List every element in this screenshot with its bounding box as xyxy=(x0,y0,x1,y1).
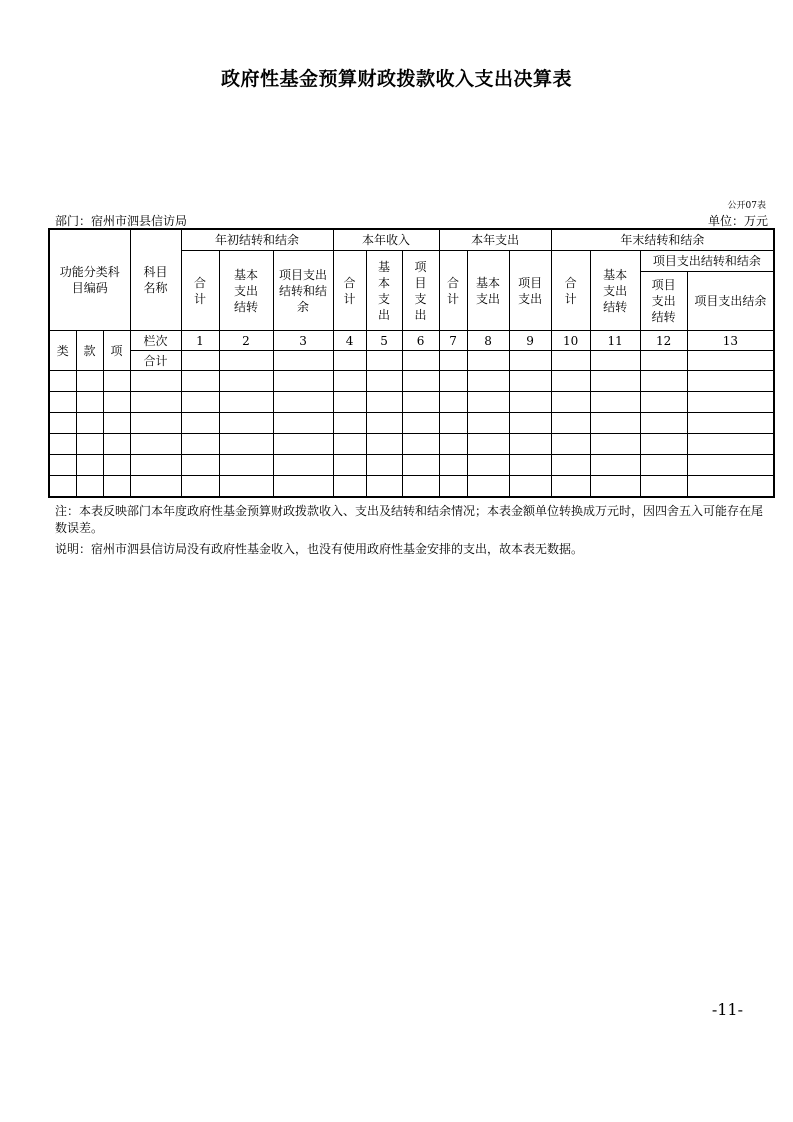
col-num: 1 xyxy=(181,331,219,351)
header-end-total: 合计 xyxy=(551,251,590,331)
table-row xyxy=(49,413,774,434)
header-end-project-surplus: 项目支出结余 xyxy=(687,272,774,331)
budget-table xyxy=(48,228,775,498)
header-group-expense: 本年支出 xyxy=(439,229,551,251)
header-kuan: 款 xyxy=(76,331,103,371)
header-subject-name: 科目名称 xyxy=(130,229,181,331)
page-title: 政府性基金预算财政拨款收入支出决算表 xyxy=(220,68,572,90)
header-group-end: 年末结转和结余 xyxy=(551,229,774,251)
header-begin-basic: 基本支出结转 xyxy=(219,251,273,331)
header-end-basic: 基本支出结转 xyxy=(590,251,640,331)
table-explanation: 说明：宿州市泗县信访局没有政府性基金收入，也没有使用政府性基金安排的支出，故本表无数据。 xyxy=(55,542,584,556)
header-end-project-carry: 项目支出结转 xyxy=(640,272,687,331)
form-code: 公开07表 xyxy=(727,201,766,211)
col-num: 10 xyxy=(551,331,590,351)
table-row xyxy=(49,476,774,498)
table-row-total xyxy=(49,351,774,371)
header-begin-project: 项目支出结转和结余 xyxy=(273,251,333,331)
page-number: -11- xyxy=(711,1000,743,1019)
row-total-label: 合计 xyxy=(130,351,181,371)
header-income-basic: 基本支出 xyxy=(366,251,402,331)
header-group-income: 本年收入 xyxy=(333,229,439,251)
col-num: 6 xyxy=(402,331,439,351)
header-end-project-group: 项目支出结转和结余 xyxy=(640,251,774,272)
table-row xyxy=(49,455,774,476)
col-num: 2 xyxy=(219,331,273,351)
col-num: 3 xyxy=(273,331,333,351)
header-lei: 类 xyxy=(49,331,76,371)
col-num: 4 xyxy=(333,331,366,351)
header-expense-basic: 基本支出 xyxy=(467,251,509,331)
table-row xyxy=(49,371,774,392)
header-expense-project: 项目支出 xyxy=(509,251,551,331)
department-label: 部门：宿州市泗县信访局 xyxy=(55,214,188,228)
col-num: 13 xyxy=(687,331,774,351)
col-num: 9 xyxy=(509,331,551,351)
table-note: 注：本表反映部门本年度政府性基金预算财政拨款收入、支出及结转和结余情况；本表金额单位转换成万元时，因四舍五入可能存在尾数误差。 xyxy=(55,504,764,535)
header-expense-total: 合计 xyxy=(439,251,467,331)
header-begin-total: 合计 xyxy=(181,251,219,331)
header-func-code: 功能分类科目编码 xyxy=(49,229,130,331)
col-num: 12 xyxy=(640,331,687,351)
header-income-project: 项目支出 xyxy=(402,251,439,331)
col-num: 5 xyxy=(366,331,402,351)
col-num: 7 xyxy=(439,331,467,351)
header-lanci: 栏次 xyxy=(130,331,181,351)
header-xiang: 项 xyxy=(103,331,130,371)
header-income-total: 合计 xyxy=(333,251,366,331)
col-num: 8 xyxy=(467,331,509,351)
header-group-begin: 年初结转和结余 xyxy=(181,229,333,251)
col-num: 11 xyxy=(590,331,640,351)
table-row xyxy=(49,392,774,413)
unit-label: 单位：万元 xyxy=(707,214,768,228)
table-row xyxy=(49,434,774,455)
